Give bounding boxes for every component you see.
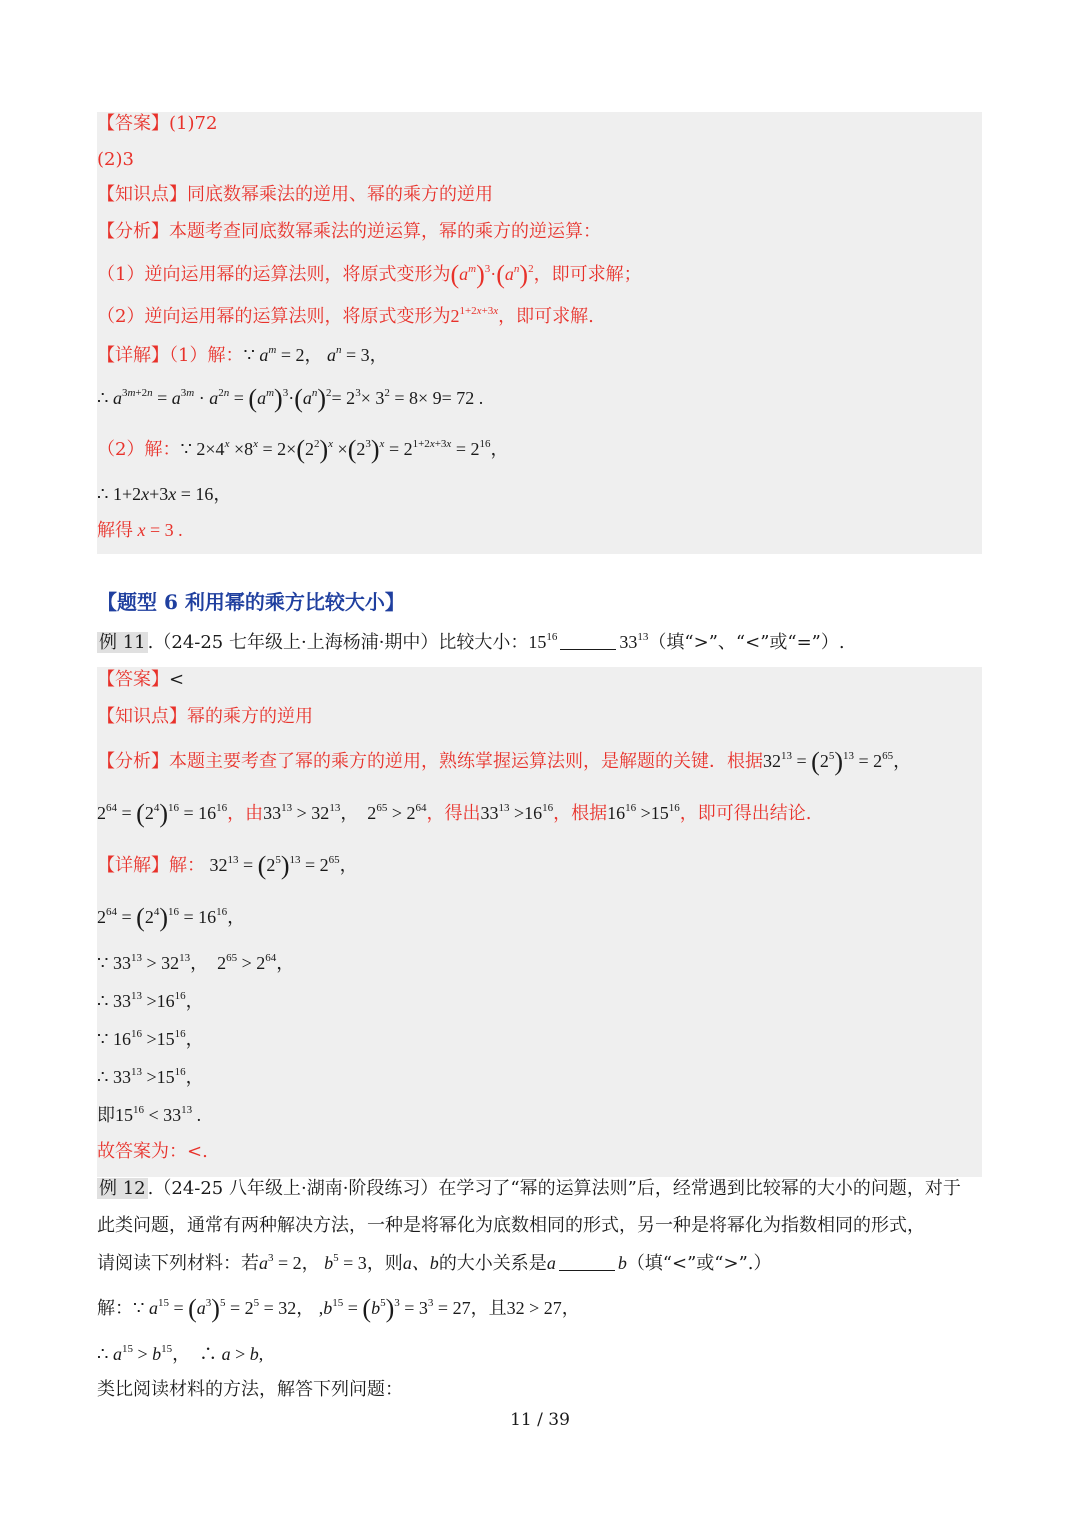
detail-2-prefix: （2）解： [97,439,181,460]
detail-line-1 [97,343,985,368]
answer-blank-2 [559,1254,615,1271]
ex11-answer-label: 【答案】 [97,669,169,690]
formula-ex12-s1: ∵ $a^{15} = (a^3)^5 = 2^5 = 32$， $,b^{15} = (b^5)^3 = 3^3 = 27$， [133,1294,489,1323]
analysis-step-1 [97,262,985,287]
formula-detail-1b: ∴ $a^{3m+2n} = a^{3m} \cdot a^{2n} = (a^m)^3\cdot(a^n)^2= 2^3\times 3^2 = 8\times 9= 72$ . [97,384,484,413]
ex11-knowledge-line [97,705,985,729]
ex11-detail-line [97,853,985,878]
formula-step2: $2^{1+2x+3x}$ [450,305,499,326]
formula-ex11-a4: $33^{13} >16^{16}$ [480,802,554,823]
ex11-analysis-text: 本题主要考查了幂的乘方的逆用，熟练掌握运算法则，是解题的关键．根据 [169,751,763,772]
knowledge-text: 同底数幂乘法的逆用、幂的乘方的逆用 [187,184,493,205]
ex11-mid-1: ，由 [227,803,264,824]
analysis-step-2 [97,304,985,329]
formula-ex12-s3: ∴ $a^{15} > b^{15}$， ∴ a > b, [97,1343,264,1364]
formula-ex11-d2: $2^{64} = (2^4)^{16} = 16^{16}$， [97,903,246,932]
analysis-text: 本题考查同底数幂乘法的逆运算，幂的乘方的逆运算： [169,221,601,242]
formula-ex11-d7: $15^{16} < 33^{13}$ . [115,1104,202,1125]
formula-ex11-a2: $2^{64} = (2^4)^{16} = 16^{16}$ [97,799,228,828]
detail-1-prefix: （1）解： [169,345,244,366]
ex11-detail-label: 【详解】 [97,855,169,876]
knowledge-line [97,183,985,207]
formula-ex11-d6: ∴ $33^{13} >15^{16}$， [97,1066,204,1087]
example-12-text-1: .（24-25 八年级上·湖南·阶段练习）在学习了“幂的运算法则”后，经常遇到比较幂的大小的问题，对于 [147,1178,961,1199]
example-11-tag: 例 11 [99,632,146,653]
ex11-analysis-line-1 [97,749,985,774]
formula-ex12-a: a [546,1253,556,1273]
solve-text: 解得 [97,520,133,541]
formula-detail-2: ∵ $2\times 4^x \times 8^x = 2\times(2^2)^x \times(2^3)^x = 2^{1+2x+3x} = 2^{16}$， [180,435,509,464]
detail-label: 【详解】 [97,345,169,366]
formula-solve: x = 3 . [137,520,183,540]
ex11-knowledge-text: 幂的乘方的逆用 [187,706,313,727]
ex11-ji-line [97,1103,985,1128]
example-12-line-2: 此类问题，通常有两种解决方法，一种是将幂化为底数相同的形式，另一种是将幂化为指数相同的形式， [97,1215,925,1236]
ex11-mid-2: ，得出 [426,803,481,824]
step2-prefix: （2）逆向运用幂的运算法则，将原式变形为 [97,306,451,327]
example-11-source: .（24-25 七年级上·上海杨浦·期中）比较大小： [147,632,529,653]
ex11-mid-3: ，根据 [553,803,608,824]
example-12-solution [97,1296,985,1321]
formula-ex12-b: b [617,1253,627,1273]
answer-label: 【答案】 [97,113,169,134]
ex11-final: 故答案为：<. [97,1141,208,1162]
solve-line [97,518,985,543]
example-12-line3-rel: 的大小关系是 [438,1253,547,1274]
formula-ex11-right: $33^{13}$ [619,631,649,652]
example-11-question [97,630,985,655]
example-12-line3-hint: （填“<”或“>”.） [626,1253,772,1274]
analysis-label: 【分析】 [97,221,169,242]
answer-line-2: (2)3 [97,149,134,170]
formula-ex11-d5: ∵ $16^{16} >15^{16}$， [97,1028,204,1049]
formula-ex11-a3: $33^{13} > 32^{13}$， $2^{65} > 2^{64}$ [263,802,427,823]
formula-ex12-given: $a^3 = 2$， $b^5 = 3$ [259,1252,367,1273]
example-12-line3-mid: ，则 [366,1253,403,1274]
formula-ex12-s2: 32 > 27， [506,1298,580,1318]
formula-ex11-a5: $16^{16} >15^{16}$ [607,802,680,823]
example-11-hint: （填“>”、“<”或“=”）. [648,632,845,653]
formula-step1: $(a^m)^3\cdot(a^n)^2$ [450,260,534,289]
formula-ex11-d4: ∴ $33^{13} >16^{16}$， [97,990,204,1011]
step2-suffix: ，即可求解. [498,306,594,327]
example-12-tag: 例 12 [99,1178,146,1199]
section-title: 【题型 6 利用幂的乘方比较大小】 [97,590,405,614]
example-12-and: 且 [488,1298,507,1319]
example-12-last: 类比阅读材料的方法，解答下列问题： [97,1379,403,1400]
knowledge-label: 【知识点】 [97,184,187,205]
page-number: 11 / 39 [510,1410,570,1430]
ex11-knowledge-label: 【知识点】 [97,706,187,727]
example-12-sol-prefix: 解： [97,1298,133,1319]
ex11-answer: < [169,669,185,690]
formula-ex11-d1: $32^{13} = (2^5)^{13} = 2^{65}$， [205,851,358,880]
ex11-analysis-end: ，即可得出结论. [679,803,812,824]
step1-prefix: （1）逆向运用幂的运算法则，将原式变形为 [97,264,451,285]
formula-detail-1: ∵ $a^m = 2$， $a^n = 3$， [243,344,388,365]
formula-ex11-a1: $32^{13} = (2^5)^{13} = 2^{65}$， [763,747,912,776]
example-12-line3-prefix: 请阅读下列材料：若 [97,1253,259,1274]
analysis-line [97,220,985,244]
step1-suffix: ，即可求解； [533,264,642,285]
formula-detail-2b: ∴ 1+2x+3x = 16， [97,484,232,504]
answer-value-1: (1)72 [169,113,218,134]
ex11-analysis-line-2 [97,801,985,826]
answer-blank [560,633,616,650]
ex11-detail-prefix: 解： [169,855,205,876]
detail-line-2 [97,437,985,462]
example-12-line-3 [97,1251,985,1276]
formula-ex11-left: $15^{16}$ [528,631,558,652]
answer-line [97,112,985,136]
ex11-ji-text: 即 [97,1105,115,1126]
ex11-answer-line [97,668,985,692]
example-12-line-1 [97,1177,985,1201]
formula-ex11-d3: ∵ $33^{13} > 32^{13}$， $2^{65} > 2^{64}$， [97,952,295,973]
ex11-analysis-label: 【分析】 [97,751,169,772]
formula-ex12-ab: a、b [402,1253,439,1273]
